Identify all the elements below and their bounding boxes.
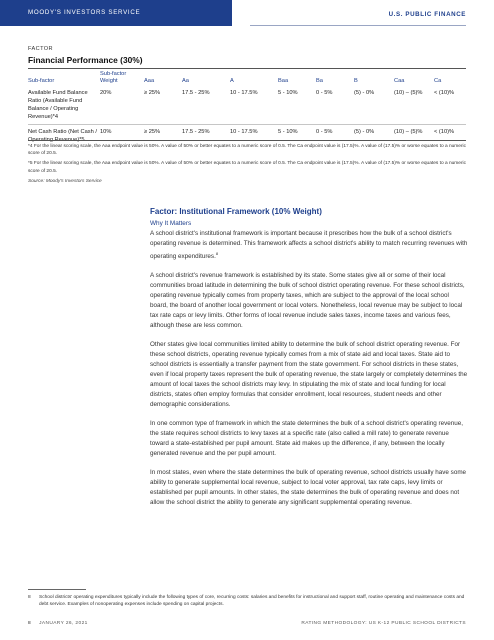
table-cell: 0 - 5%: [316, 125, 354, 148]
table-cell: 10 - 17.5%: [230, 125, 278, 148]
page-number: 8: [28, 621, 32, 626]
paragraph: In one common type of framework in which the state determines the bulk of a school district's operating revenue, the state requires school districts to levy taxes at a specific rate (also called a mill rate) to generate revenue toward a state-established per pupil amount. State aid makes up the difference, if any, between the locally generated revenue and the per pupil amount.: [150, 420, 464, 458]
footnote-ref[interactable]: 8: [215, 251, 219, 256]
table-cell: < (10)%: [434, 125, 466, 148]
paragraph: In most states, even where the state determines the bulk of operating revenue, school districts usually have some ability to generate supplemental local revenue, subject to local voter approval, tax rate caps, levy limits or established per pupil amounts. In other states, the state determines the bulk of operating revenue and does not allow the school district the ability to generate any significant supplemental operating revenue.: [150, 469, 467, 507]
brand-name: MOODY'S INVESTORS SERVICE: [28, 9, 141, 16]
section-label: U.S. PUBLIC FINANCE: [388, 11, 466, 18]
header-rule: [250, 25, 466, 26]
table-cell: (10) – (5)%: [394, 125, 434, 148]
col-header: Ca: [434, 78, 442, 84]
publication-date: JANUARY 26, 2021: [39, 621, 88, 626]
factor-label: FACTOR: [28, 46, 53, 52]
footnote-rule: [28, 589, 86, 590]
table-cell: 17.5 - 25%: [182, 90, 210, 96]
subsection-title: Why It Matters: [150, 220, 192, 227]
footnote: [28, 594, 468, 608]
table-cell: Net Cash Ratio (Net Cash / Operating Revenue)*5: [28, 125, 100, 148]
table-notes: [28, 143, 468, 178]
table-cell: ≥ 25%: [144, 90, 161, 96]
col-header: A: [230, 78, 234, 84]
col-header: Aaa: [144, 78, 155, 84]
page-footer-left: [28, 621, 88, 626]
table-header-row: [28, 71, 466, 86]
paragraph: [150, 229, 468, 262]
col-header: Sub-factor: [28, 78, 55, 84]
table-cell: 5 - 10%: [278, 90, 298, 96]
col-header: B: [354, 78, 358, 84]
col-header: Ba: [316, 78, 323, 84]
col-header: Caa: [394, 78, 405, 84]
table-bottom-rule: [28, 140, 466, 141]
table-cell: < (10)%: [434, 90, 455, 96]
col-header: Baa: [278, 78, 289, 84]
table-cell: 5 - 10%: [278, 125, 316, 148]
col-header: Aa: [182, 78, 189, 84]
table-cell: 0 - 5%: [316, 90, 333, 96]
scoring-table: [28, 71, 466, 147]
table-cell: Available Fund Balance Ratio (Available Fund Balance / Operating Revenue)*4: [28, 90, 88, 120]
table-cell: 10 - 17.5%: [230, 90, 258, 96]
source-line: Source: Moody's Investors Service: [28, 179, 102, 184]
col-header: Sub-factor Weight: [100, 71, 127, 84]
table-cell: (10) – (5)%: [394, 90, 423, 96]
section-title: Factor: Institutional Framework (10% Weight): [150, 207, 322, 216]
document-title: RATING METHODOLOGY: US K-12 PUBLIC SCHOOL DISTRICTS: [301, 621, 466, 626]
main-text: [150, 207, 468, 517]
table-cell: (5) - 0%: [354, 90, 375, 96]
table-note: *4 For the linear scoring scale, the Aaa endpoint value is 50%. A value of 50% or better equates to a numeric score of 0.5. The Ca endpoint value is (17.5)%. A value of (17.5)% or worse equates to a numeric score of 20.5.: [28, 144, 467, 157]
table-top-rule: [28, 68, 466, 69]
factor-title: Financial Performance (30%): [28, 55, 143, 65]
table-cell: (5) - 0%: [354, 125, 394, 148]
paragraph: Other states give local communities limited ability to determine the bulk of school district operating revenue. For these school districts, operating revenue typically comes from a mix of state aid and local taxes. State aid to school districts is essentially a transfer payment from the state government. For school districts in these states, even if local property taxes represent the bulk of operating revenue, the state largely or completely determines the amount of local taxes the school districts may levy. In stipulating the mix of state and local funding for local districts, states often employ formulas that consider enrollment, local resources, student needs and other demographic considerations.: [150, 341, 468, 409]
table-row: [28, 86, 466, 125]
footnote-text: School districts' operating expenditures typically include the following types of core, recurring costs: salaries and benefits for instructional and support staff, routine operating and maintenance costs and debt service. Examples of nonoperating expenses include spending on capital projects.: [39, 595, 465, 607]
table-cell: 20%: [100, 90, 112, 96]
table-note: *5 For the linear scoring scale, the Aaa endpoint value is 50%. A value of 50% or better equates to a numeric score of 0.5. The Ca endpoint value is (17.5)%. A value of (17.5)% or worse equates to a numeric score of 20.5.: [28, 161, 467, 174]
table-cell: 17.5 - 25%: [182, 125, 230, 148]
table-cell: ≥ 25%: [144, 125, 182, 148]
paragraph-text: A school district's institutional framework is important because it prescribes how the bulk of a school district's operating revenue is determined. This framework affects a school district's ability to match recurring revenues with operating expenditures.: [150, 230, 468, 261]
table-cell: 10%: [100, 125, 144, 148]
brand-bar: [0, 0, 232, 26]
footnote-number: 8: [28, 595, 31, 600]
paragraph: A school district's revenue framework is established by its state. Some states give all or some of their local communities broad latitude in determining the bulk of school district operating revenue. For these school districts, operating revenue typically comes from property taxes, which are subject to the approval of the local school board, the board of another local government or local voters. Nonetheless, local revenue may be subject to local tax rate caps or levy limits. Other forms of local revenue include sales taxes, income taxes and various fees, although these are less common.: [150, 272, 465, 330]
